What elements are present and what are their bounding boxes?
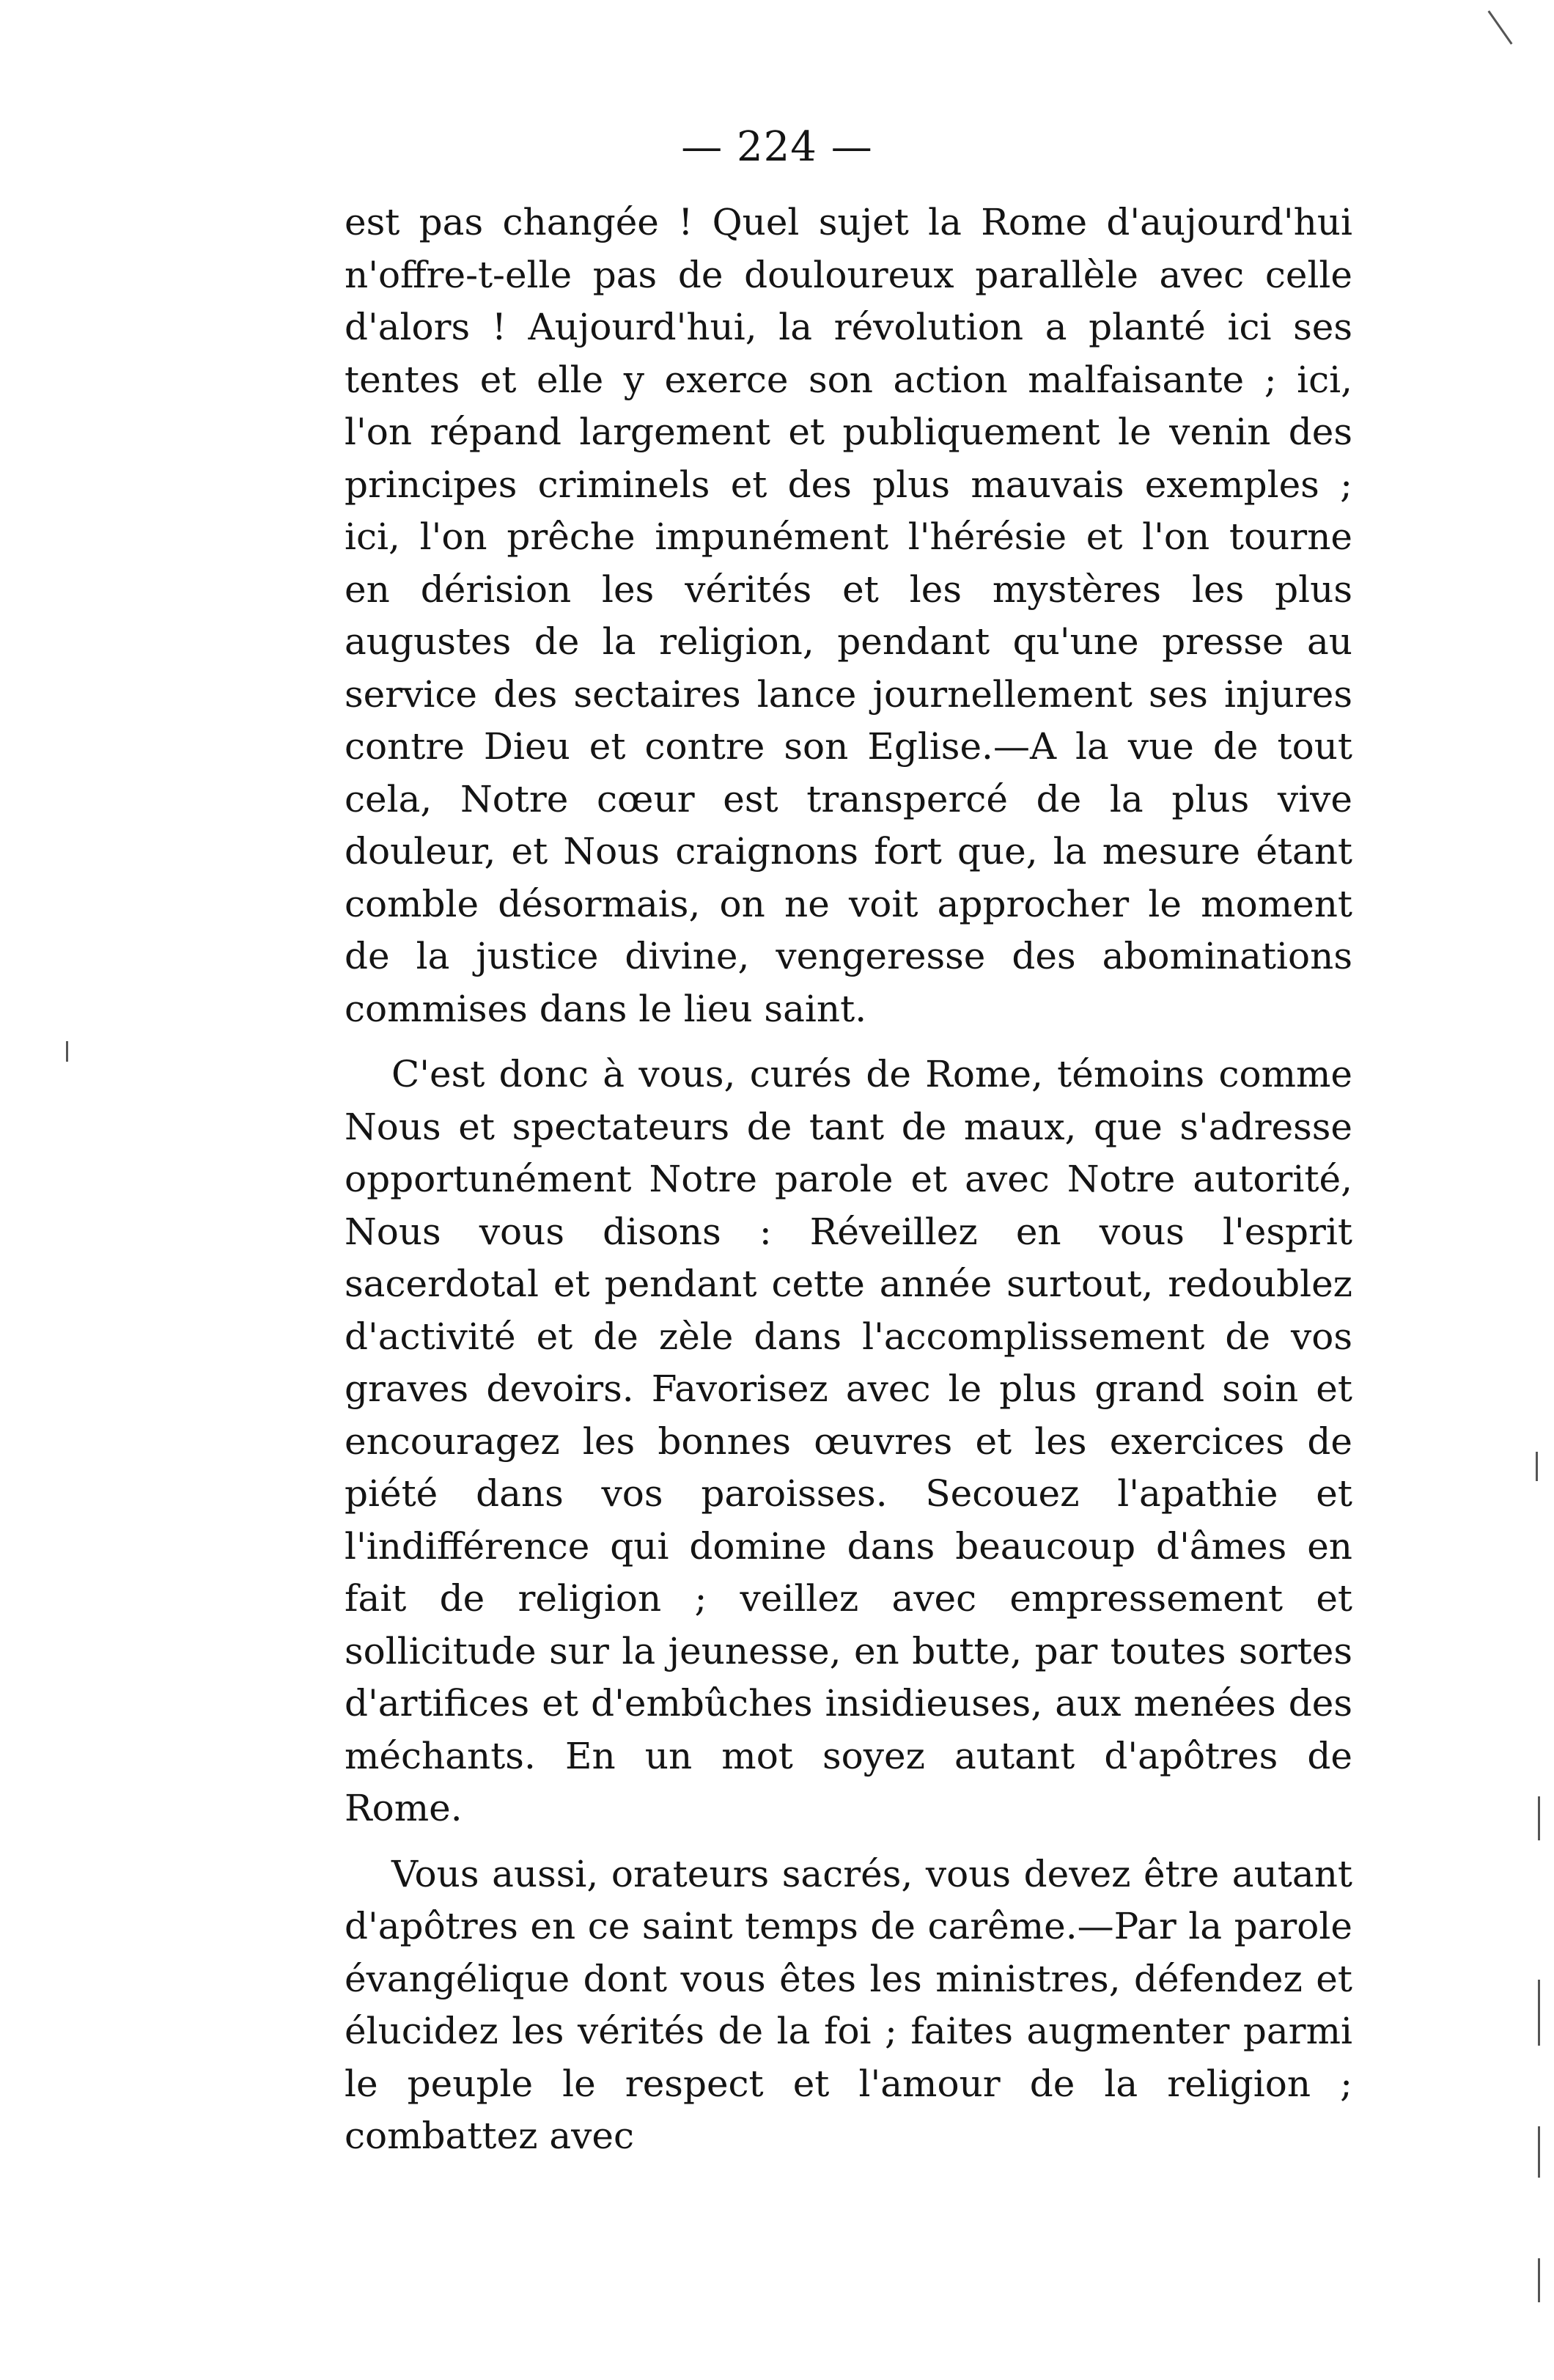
paragraph-3: Vous aussi, orateurs sacrés, vous devez être autant d'apôtres en ce saint temps de carême.—Par la parole évangélique dont vous êtes les ministres, défendez et élucidez les vérités de la foi ; faites augmenter parmi le peuple le respect et l'amour de la religion ; combattez avec <box>345 1852 1352 2157</box>
paragraph-1: est pas changée ! Quel sujet la Rome d'aujourd'hui n'offre-t-elle pas de douloureux parallèle avec celle d'alors ! Aujourd'hui, la révolution a planté ici ses tentes et elle y exerce son action malfaisante ; ici, l'on répand largement et publiquement le venin des principes criminels et des plus mauvais exemples ; ici, l'on prêche impunément l'hérésie et l'on tourne en dérision les vérités et les mystères les plus augustes de la religion, pendant qu'une presse au service des sectaires lance journellement ses injures contre Dieu et contre son Eglise.—A la vue de tout cela, Notre cœur est transpercé de la plus vive douleur, et Nous craignons fort que, la mesure étant comble désormais, on ne voit approcher le moment de la justice divine, vengeresse des abominations commises dans le lieu saint. <box>345 201 1352 1030</box>
paragraph-2: C'est donc à vous, curés de Rome, témoins comme Nous et spectateurs de tant de maux, que s'adresse opportunément Notre parole et avec Notre autorité, Nous vous disons : Réveillez en vous l'esprit sacerdotal et pendant cette année surtout, redoublez d'activité et de zèle dans l'accomplissement de vos graves devoirs. Favorisez avec le plus grand soin et encouragez les bonnes œuvres et les exercices de piété dans vos paroisses. Secouez l'apathie et l'indifférence qui domine dans beaucoup d'âmes en fait de religion ; veillez avec empressement et sollicitude sur la jeunesse, en butte, par toutes sortes d'artifices et d'embûches insidieuses, aux menées des méchants. En un mot soyez autant d'apôtres de Rome. <box>345 1053 1352 1829</box>
margin-mark <box>1538 1796 1540 1840</box>
body-text <box>345 197 1352 2163</box>
margin-mark <box>1538 2126 1540 2178</box>
margin-mark <box>66 1041 68 1062</box>
margin-mark <box>1538 1980 1540 2046</box>
margin-mark <box>1536 1452 1538 1481</box>
margin-mark <box>1538 2258 1540 2302</box>
page-number: — 224 — <box>681 123 873 171</box>
margin-mark <box>1487 10 1512 45</box>
